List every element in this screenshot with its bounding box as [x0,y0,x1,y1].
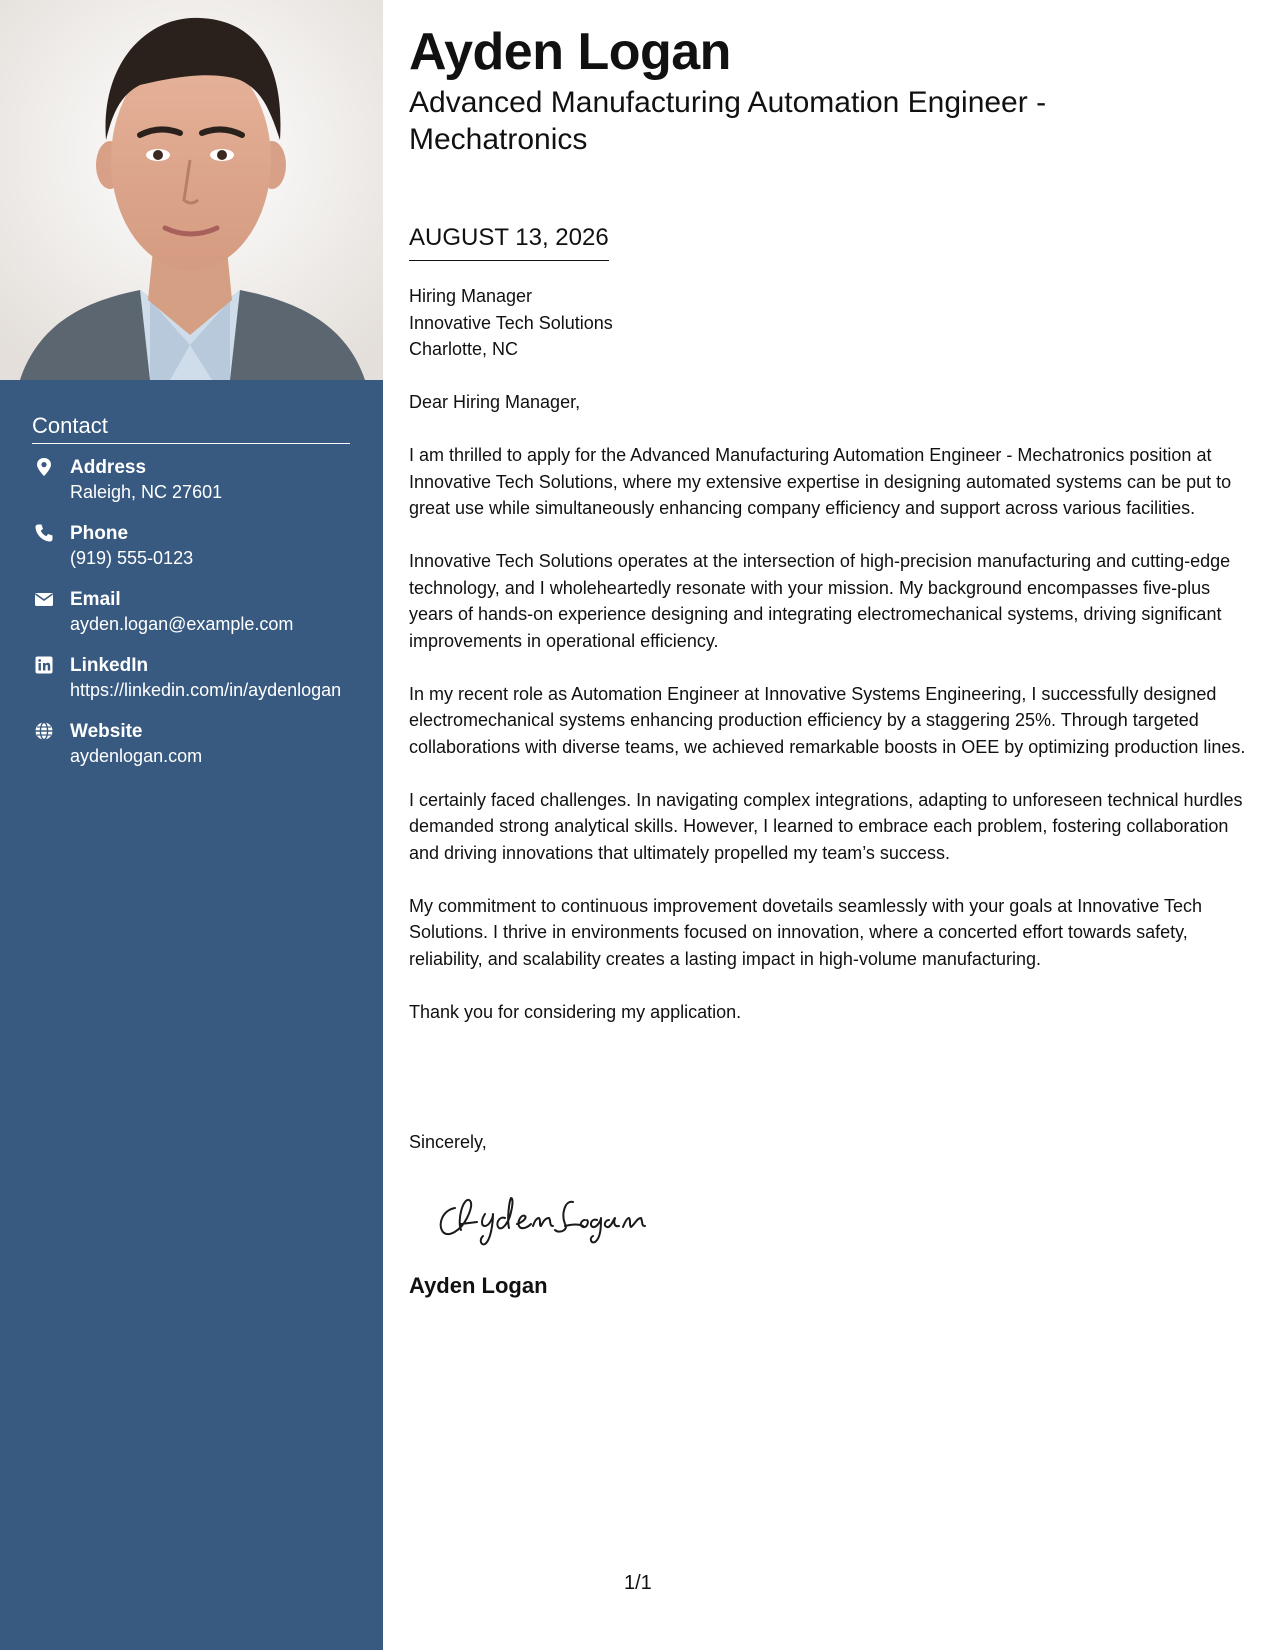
letter-date: AUGUST 13, 2026 [409,222,609,261]
job-title: Advanced Manufacturing Automation Engineer - Mechatronics [409,86,1047,156]
address-label: Address [70,457,147,478]
contact-title: Contact [32,413,350,444]
paragraph-4: I certainly faced challenges. In navigating complex integrations, adapting to unforeseen technical hurdles demanded strong analytical skills. However, I learned to embrace each problem, fostering collaboration and driving innovations that ultimately propelled my team’s success. [409,789,1243,863]
sidebar [0,0,383,1650]
page-number: 1/1 [624,1572,652,1594]
letter-body [409,389,1251,1052]
paragraph-1: I am thrilled to apply for the Advanced Manufacturing Automation Engineer - Mechatronics position at Innovative Tech Solutions, where my extensive expertise in designing automated systems can be put to great use while simultaneously enhancing company efficiency and support across various facilities. [409,445,1232,518]
contact-linkedin [32,653,352,703]
signer-name: Ayden Logan [409,1273,548,1298]
recipient-block [409,283,613,363]
linkedin-value[interactable]: https://linkedin.com/in/aydenlogan [70,680,342,700]
paragraph-6: Thank you for considering my application. [409,1001,742,1022]
handwritten-signature [433,1180,653,1250]
map-pin-icon [34,457,54,477]
linkedin-icon [34,655,54,675]
recipient-title: Hiring Manager [409,286,533,306]
contact-website [32,719,352,769]
website-label: Website [70,721,143,742]
phone-icon [34,523,54,543]
contact-list [32,455,352,785]
envelope-icon [34,589,54,609]
contact-address [32,455,352,505]
phone-value: (919) 555-0123 [70,548,194,568]
linkedin-label: LinkedIn [70,655,149,676]
profile-photo [0,0,383,380]
recipient-company: Innovative Tech Solutions [409,312,613,333]
salutation: Dear Hiring Manager, [409,392,581,412]
paragraph-5: My commitment to continuous improvement dovetails seamlessly with your goals at Innovative Tech Solutions. I thrive in environments focused on innovation, where a concerted effort towards safety, reliability, and scalability creates a lasting impact in high-volume manufacturing. [409,895,1203,969]
globe-icon [34,721,54,741]
phone-label: Phone [70,523,129,544]
address-value: Raleigh, NC 27601 [70,482,223,502]
contact-email [32,587,352,637]
applicant-name: Ayden Logan [409,23,731,81]
email-value[interactable]: ayden.logan@example.com [70,614,294,634]
closing: Sincerely, [409,1132,487,1152]
email-label: Email [70,589,121,610]
paragraph-3: In my recent role as Automation Engineer at Innovative Systems Engineering, I successfully designed electromechanical systems enhancing production efficiency by a staggering 25%. Through targeted collaborations with diverse teams, we achieved remarkable boosts in OEE by optimizing production lines. [409,683,1246,757]
paragraph-2: Innovative Tech Solutions operates at the intersection of high-precision manufacturing and cutting-edge technology, and I wholeheartedly resonate with your mission. My background encompasses five-plus years of hands-on experience designing and integrating electromechanical systems, driving significant improvements in operational efficiency. [409,551,1231,651]
contact-phone [32,521,352,571]
website-value[interactable]: aydenlogan.com [70,746,203,766]
recipient-location: Charlotte, NC [409,339,519,359]
